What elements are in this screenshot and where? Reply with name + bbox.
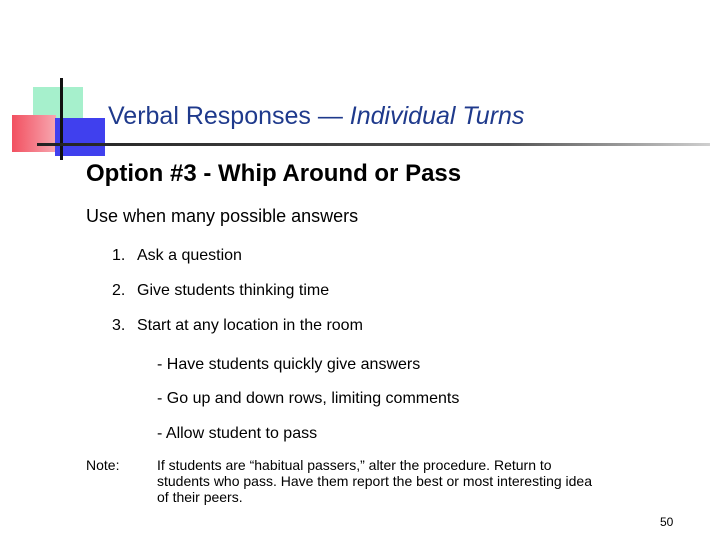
step-text: Ask a question: [137, 247, 242, 264]
step-number: 2.: [112, 282, 126, 299]
page-title: [108, 102, 524, 131]
page-number: 50: [660, 515, 674, 529]
step-text: Give students thinking time: [137, 282, 330, 299]
page-title-main: Verbal Responses —: [108, 102, 350, 130]
logo-red-square: [12, 115, 56, 152]
option-heading: Option #3 - Whip Around or Pass: [86, 160, 462, 187]
step-number: 1.: [112, 247, 126, 264]
step-number: 3.: [112, 317, 126, 334]
note-label: Note:: [86, 457, 120, 473]
substep-item: - Allow student to pass: [157, 425, 318, 442]
note-text: If students are “habitual passers,” alter the procedure. Return to students who pass. Have them report the best or most interesting idea of their peers.: [157, 457, 593, 505]
step-text: Start at any location in the room: [137, 317, 363, 334]
title-divider: [37, 143, 710, 146]
page-title-italic: Individual Turns: [349, 102, 525, 130]
substep-item: - Have students quickly give answers: [157, 356, 421, 373]
substep-item: - Go up and down rows, limiting comments: [157, 390, 460, 407]
logo-vertical-line: [60, 78, 63, 160]
intro-text: Use when many possible answers: [86, 206, 359, 226]
